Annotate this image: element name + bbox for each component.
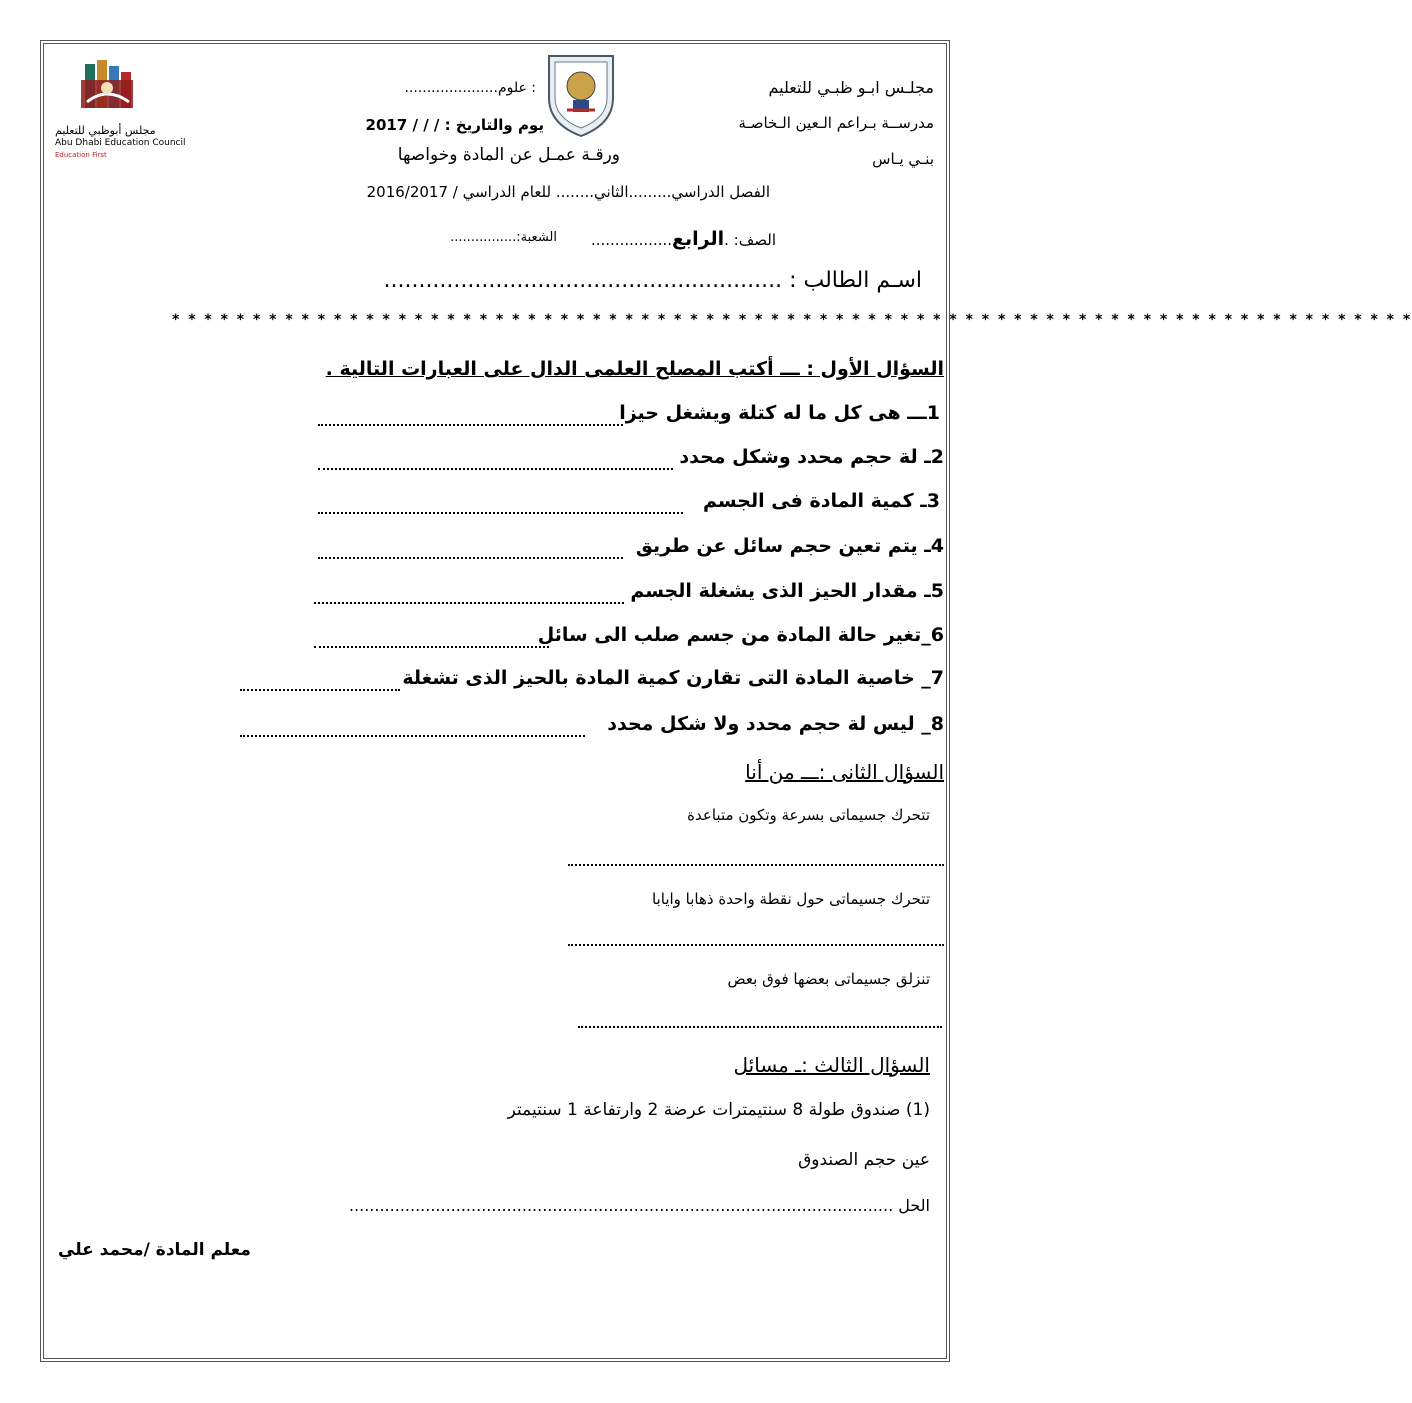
q1-answer-4[interactable]: [318, 557, 623, 559]
q1-item-6: 6_تغير حالة المادة من جسم صلب الى سائل: [537, 624, 944, 646]
semester-line: الفصل الدراسي.........الثاني........ للعام الدراسي / 2016/2017: [366, 183, 770, 201]
star-divider: * * * * * * * * * * * * * * * * * * * * * * * * * * * * * * * * * * * * * * * * * * * * * * * * * * * * * * * * * * * * * * * * * * * * * * * * * * * * *: [172, 312, 1412, 328]
student-name-field: اسـم الطالب : .........................................................: [383, 268, 922, 293]
subject-field: : علوم.....................: [404, 80, 536, 96]
q3-task: عين حجم الصندوق: [798, 1150, 930, 1170]
branch-name: بنـي يـاس: [872, 150, 934, 168]
q3-title: السؤال الثالث :ـ مسائل: [733, 1053, 930, 1077]
q1-answer-6[interactable]: [314, 646, 549, 648]
q1-answer-2[interactable]: [318, 468, 673, 470]
q1-item-4: 4ـ يتم تعين حجم سائل عن طريق: [635, 535, 944, 557]
q1-answer-3[interactable]: [318, 512, 683, 514]
q2-item-1: تتحرك جسيماتى بسرعة وتكون متباعدة: [687, 806, 930, 824]
q3-problem: (1) صندوق طولة 8 سنتيمترات عرضة 2 وارتفاعة 1 سنتيمتر: [507, 1100, 930, 1120]
q2-answer-2[interactable]: [568, 944, 944, 946]
grade-value: الرابع: [672, 228, 725, 250]
q1-title: السؤال الأول : ـــ أكتب المصلح العلمى الدال على العبارات التالية .: [325, 358, 944, 380]
school-crest: [545, 52, 617, 138]
teacher-signature: معلم المادة /محمد علي: [58, 1240, 251, 1260]
grade-label: الصف: .: [724, 231, 776, 249]
logo-text-ar: مجلس أبوظبي للتعليم: [55, 124, 156, 137]
school-name: مدرســة بـراعم الـعين الـخاصـة: [738, 114, 934, 132]
logo-text-en: Abu Dhabi Education Council: [55, 138, 186, 148]
education-council-logo: [55, 58, 186, 163]
grade-dots: .................: [590, 231, 673, 249]
logo-tag: Education First: [55, 151, 107, 159]
q1-item-1: 1ـــ هى كل ما له كتلة ويشغل حيزا: [619, 402, 940, 424]
q1-answer-7[interactable]: [240, 689, 400, 691]
q1-item-5: 5ـ مقدار الحيز الذى يشغلة الجسم: [630, 580, 944, 602]
q1-item-7: 7_ خاصية المادة التى تقارن كمية المادة بالحيز الذى تشغلة: [402, 667, 944, 689]
q1-answer-5[interactable]: [314, 602, 624, 604]
date-field: يوم والتاريخ : / / / 2017: [365, 116, 544, 134]
q2-answer-1[interactable]: [568, 864, 944, 866]
q3-solution[interactable]: الحل ...........................................................................................................: [348, 1196, 930, 1215]
q2-answer-3[interactable]: [578, 1026, 942, 1028]
q1-item-2: 2ـ لة حجم محدد وشكل محدد: [679, 446, 944, 468]
council-name: مجلـس ابـو ظبـي للتعليم: [768, 78, 934, 97]
q1-answer-1[interactable]: [318, 424, 623, 426]
q1-item-3: 3ـ كمية المادة فى الجسم: [703, 490, 940, 512]
grade-line: [591, 228, 776, 250]
q2-item-2: تتحرك جسيماتى حول نقطة واحدة ذهابا وايابا: [652, 890, 930, 908]
section-field: الشعبة:................: [450, 230, 557, 245]
q1-answer-8[interactable]: [240, 735, 585, 737]
q2-item-3: تنزلق جسيماتى بعضها فوق بعض: [727, 970, 930, 988]
worksheet-title: ورقـة عمـل عن المادة وخواصها: [397, 145, 620, 165]
q1-item-8: 8_ ليس لة حجم محدد ولا شكل محدد: [607, 713, 944, 735]
q2-title: السؤال الثانى :ـــ من أنا: [745, 760, 944, 784]
